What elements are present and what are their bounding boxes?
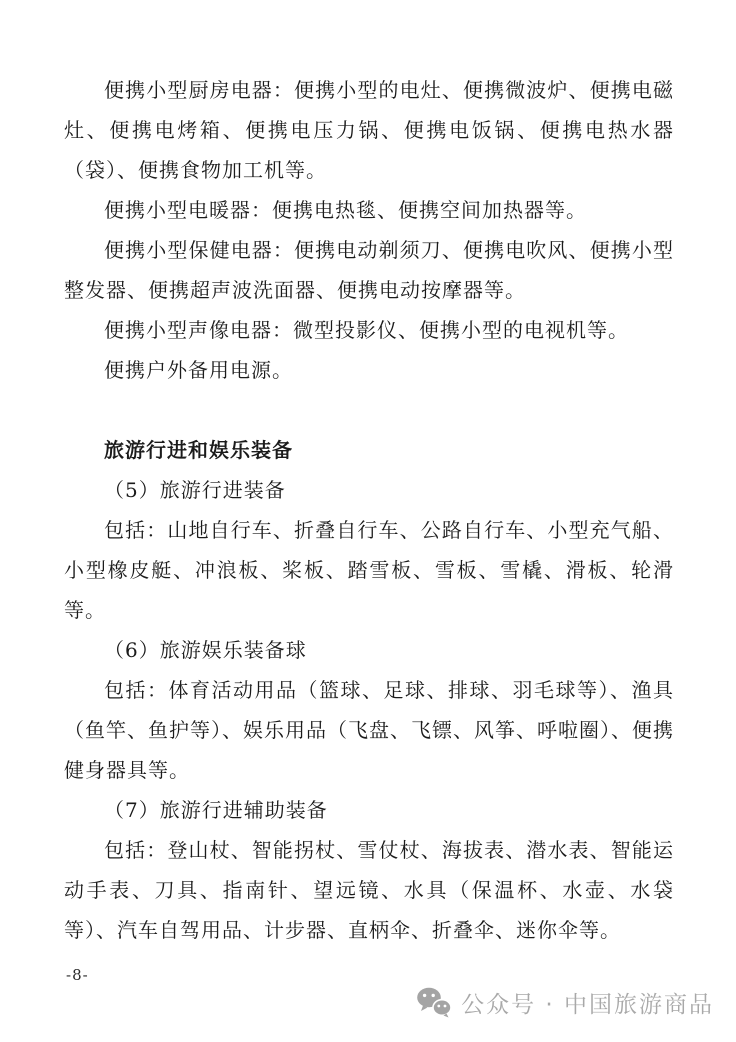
- paragraph: 便携小型厨房电器：便携小型的电灶、便携微波炉、便携电磁灶、便携电烤箱、便携电压力锅、便携电饭锅、便携电热水器（袋）、便携食物加工机等。: [64, 78, 674, 182]
- entry-label: （5）旅游行进装备: [104, 478, 286, 502]
- entry-detail: 包括：山地自行车、折叠自行车、公路自行车、小型充气船、小型橡皮艇、冲浪板、桨板、踏雪板、雪板、雪橇、滑板、轮滑等。: [64, 518, 674, 622]
- document-body: [64, 70, 674, 950]
- wechat-watermark-text: 公众号 · 中国旅游商品: [461, 992, 714, 1018]
- wechat-watermark: [416, 986, 714, 1019]
- entry-detail: 包括：登山杖、智能拐杖、雪仗杖、海拔表、潜水表、智能运动手表、刀具、指南针、望远镜、水具（保温杯、水壶、水袋等）、汽车自驾用品、计步器、直柄伞、折叠伞、迷你伞等。: [64, 838, 674, 942]
- entry-label: （7）旅游行进辅助装备: [104, 798, 328, 822]
- entry-label: （6）旅游娱乐装备球: [104, 638, 307, 662]
- paragraph: 便携小型电暖器：便携电热毯、便携空间加热器等。: [104, 198, 587, 222]
- page-number: -8-: [66, 966, 89, 984]
- paragraph: 便携小型保健电器：便携电动剃须刀、便携电吹风、便携小型整发器、便携超声波洗面器、便携电动按摩器等。: [64, 238, 674, 302]
- entry-detail: 包括：体育活动用品（篮球、足球、排球、羽毛球等）、渔具（鱼竿、鱼护等）、娱乐用品（飞盘、飞镖、风筝、呼啦圈）、便携健身器具等。: [64, 678, 674, 782]
- section-heading: 旅游行进和娱乐装备: [104, 438, 293, 462]
- paragraph: 便携小型声像电器：微型投影仪、便携小型的电视机等。: [104, 318, 629, 342]
- wechat-icon: [416, 987, 452, 1018]
- paragraph: 便携户外备用电源。: [104, 358, 293, 382]
